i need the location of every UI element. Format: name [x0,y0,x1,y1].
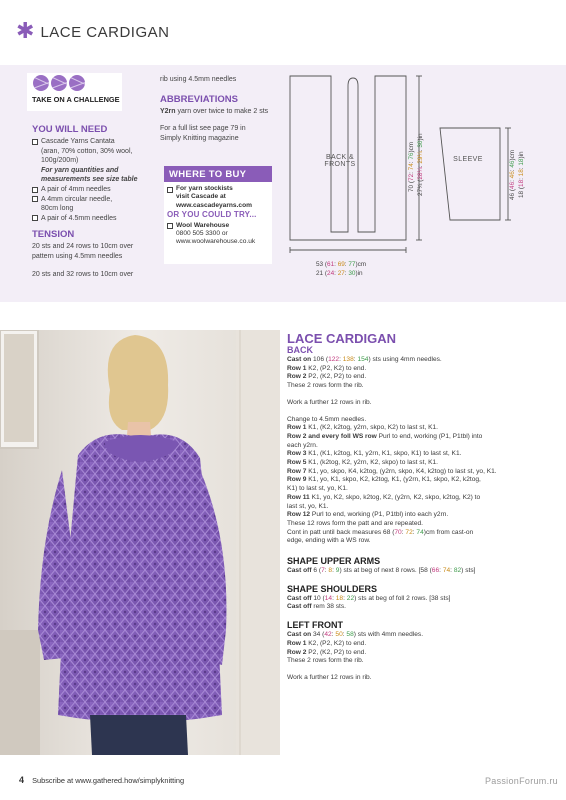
stockist-line: visit Cascade at [176,193,226,201]
body-label-line: FRONTS [324,161,356,168]
pattern-instructions [287,332,557,683]
left-front-further: Work a further 12 rows in rib. [287,673,372,681]
checkbox-icon [167,223,173,229]
left-front-heading: LEFT FRONT [287,620,343,631]
abbreviations-column [160,75,278,143]
challenge-label: TAKE ON A CHALLENGE [32,95,120,104]
left-front-row-1: Row 1 K2, (P2, K2) to end. [287,639,367,647]
width-cm: 53 (61: 69: 77)cm [316,261,367,268]
page-title: LACE CARDIGAN [40,23,170,41]
tension-cont: rib using 4.5mm needles [160,76,237,83]
lace-row: Row 7 K1, yo, skpo, K4, k2tog, (y2rn, skpo, K4, k2tog) to last st, yo, K1. [287,467,497,475]
tension-heading: TENSION [32,229,75,241]
yarn-line: (aran, 70% cotton, 30% wool, [41,147,133,155]
lace-row: Row 2 and every foll WS row Purl to end, working (P1, P1tbl) into [287,432,483,440]
yarn-ball-icon [51,75,67,91]
further-rib: Work a further 12 rows in rib. [287,398,372,406]
yarn-item [32,137,150,185]
difficulty-balls [33,75,85,91]
continue-note: Cont in patt until back measures 68 (70: 72: 74)cm from cast-on [287,528,474,536]
lace-row: Row 12 Purl to end, working (P1, P1tbl) into each y2rn. [287,511,449,519]
back-row-1: Row 1 K2, (P2, K2) to end. [287,364,367,372]
materials-column [32,124,150,279]
page-footer [19,775,184,785]
needle-item [32,195,150,214]
needle-line: 80cm long [41,205,74,213]
body-height-in: 27¾ (28¼: 29¼: 30)in [417,133,424,196]
pattern-title: LACE CARDIGAN [287,331,397,346]
lace-row-cont: last st, yo, K1. [287,502,329,510]
left-front-rib-note: These 2 rows form the rib. [287,657,364,665]
needle-line: A 4mm circular needle, [41,195,113,203]
stockist-item [167,185,269,210]
shoulders-heading: SHAPE SHOULDERS [287,583,378,594]
lace-row: Row 11 K1, yo, K2, skpo, k2tog, K2, (y2rn, K2, skpo, k2tog, K2) to [287,493,481,501]
shop-phone: 0800 505 3300 or [176,230,228,238]
abbreviation-term: Y2rn [160,107,176,115]
lace-row: Row 3 K1, (K1, k2tog, K1, y2rn, K1, skpo, K1) to last st, K1. [287,450,462,458]
yarn-ball-icon [69,75,85,91]
shop-name: Wool Warehouse [176,221,230,229]
lace-row: Row 5 K1, (k2tog, K2, y2rn, K2, skpo) to last st, K1. [287,459,438,467]
page-number: 4 [19,775,25,785]
checkbox-icon [32,139,38,145]
width-in: 21 (24: 27: 30)in [316,270,363,277]
where-to-buy-box [164,166,272,264]
lace-row-cont: each y2rn. [287,441,318,449]
back-heading: BACK [287,345,313,355]
checkbox-icon [32,187,38,193]
tension-line: 20 sts and 24 rows to 10cm over [32,243,134,251]
you-will-need-heading: YOU WILL NEED [32,124,108,135]
page-header [16,21,169,43]
shop-url: www.woolwarehouse.co.uk [176,238,256,246]
abbreviation-entry [160,107,278,117]
challenge-badge [27,73,122,111]
checkbox-icon [167,187,173,193]
shoulders-instruction: Cast off 10 (14: 18: 22) sts at beg of foll 2 rows. [38 sts] [287,594,451,602]
model-illustration [0,330,280,755]
shop-item [167,222,269,247]
watermark: PassionForum.ru [484,776,558,786]
stockist-line: For yarn stockists [176,185,233,192]
or-try-heading: OR YOU COULD TRY... [167,210,257,220]
lace-row: Row 9 K1, yo, K1, skpo, K2, k2tog, K1, (y2rn, K1, skpo, K2, k2tog, [287,476,481,484]
lace-row-cont: K1) to last st, yo, K1. [287,485,348,493]
sleeve-outline [440,128,500,220]
left-front-cast-on: Cast on 34 (42: 50: 58) sts with 4mm needles. [287,631,424,639]
abbreviation-note: Simply Knitting magazine [160,134,239,142]
checkbox-icon [32,196,38,202]
sleeve-height-cm: 46 (46: 46: 46)cm [509,149,516,200]
change-needles: Change to 4.5mm needles. [287,415,367,423]
model-photo [0,330,280,755]
body-label-line: BACK & [325,154,355,161]
stockist-url: www.cascadeyarns.com [176,201,252,209]
yarn-note: For yarn quantities and [41,166,119,174]
needle-line: A pair of 4.5mm needles [41,214,117,222]
asterisk-icon: ✱ [16,19,35,44]
subscribe-link[interactable]: Subscribe at www.gathered.how/simplyknitting [32,776,185,785]
yarn-ball-icon [33,75,49,91]
abbreviation-note: For a full list see page 79 in [160,125,246,133]
continue-note-cont: edge, ending with a WS row. [287,537,371,545]
body-height-cm: 70 (72: 74: 76)cm [408,141,415,192]
checkbox-icon [32,215,38,221]
repeat-note: These 12 rows form the patt and are repeated. [287,519,423,527]
needle-item [32,185,150,195]
sleeve-height-in: 18 (18: 18: 18)in [518,151,525,198]
needle-item [32,214,150,224]
lace-row: Row 1 K1, (K2, k2tog, y2rn, skpo, K2) to last st, K1. [287,424,438,432]
back-row-2: Row 2 P2, (K2, P2) to end. [287,373,367,381]
abbreviation-definition: yarn over twice to make 2 sts [175,107,269,115]
schematic-diagram [280,72,550,297]
body-label [320,154,360,168]
needle-line: A pair of 4mm needles [41,185,111,193]
left-front-row-2: Row 2 P2, (K2, P2) to end. [287,648,367,656]
yarn-line: Cascade Yarns Cantata [41,138,115,145]
shoulders-cast-off: Cast off rem 38 sts. [287,603,346,611]
sleeve-label: SLEEVE [453,156,483,163]
yarn-note: measurements see size table [41,176,138,184]
where-to-buy-heading: WHERE TO BUY [164,166,272,182]
tension-line: pattern using 4.5mm needles [32,252,123,260]
yarn-line: 100g/200m) [41,157,79,165]
back-cast-on: Cast on 106 (122: 138: 154) sts using 4mm needles. [287,356,442,363]
upper-arms-instruction: Cast off 6 (7: 8: 9) sts at beg of next 8 rows. [58 (66: 74: 82) sts] [287,567,476,575]
abbreviations-heading: ABBREVIATIONS [160,93,238,105]
tension-line: 20 sts and 32 rows to 10cm over [32,270,134,278]
rib-note: These 2 rows form the rib. [287,382,364,390]
upper-arms-heading: SHAPE UPPER ARMS [287,556,381,567]
